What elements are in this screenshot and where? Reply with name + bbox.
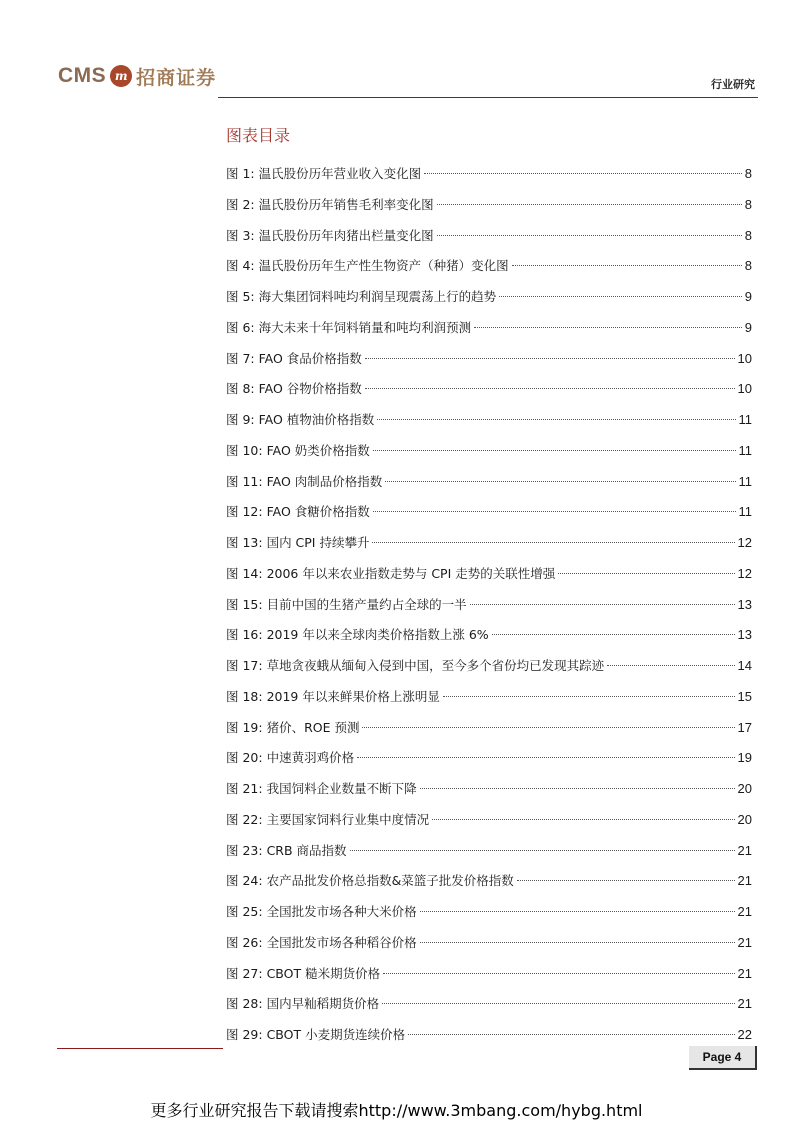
toc-entry[interactable] — [226, 223, 752, 254]
toc-entry-page: 8 — [744, 227, 752, 243]
logo-chinese-text: 招商证券 — [136, 66, 217, 89]
toc-entry[interactable] — [226, 499, 752, 530]
toc-entry-label: 图 26: 全国批发市场各种稻谷价格 — [226, 934, 417, 950]
toc-entry-label: 图 19: 猪价、ROE 预测 — [226, 719, 360, 735]
toc-entry-page: 8 — [744, 166, 752, 181]
toc-entry-page: 17 — [737, 719, 752, 735]
toc-list — [226, 161, 752, 1053]
toc-entry-page: 14 — [737, 658, 752, 673]
toc-entry-label: 图 29: CBOT 小麦期货连续价格 — [226, 1027, 406, 1042]
toc-entry[interactable] — [226, 315, 752, 346]
toc-dot-leader — [499, 296, 742, 297]
toc-entry[interactable] — [226, 376, 752, 407]
toc-dot-leader — [365, 358, 735, 359]
toc-entry-label: 图 5: 海大集团饲料吨均利润呈现震荡上行的趋势 — [226, 289, 497, 304]
toc-entry[interactable] — [226, 161, 752, 192]
toc-dot-leader — [420, 788, 735, 789]
toc-entry-page: 19 — [737, 750, 752, 766]
page-number-badge: Page 4 — [689, 1046, 757, 1070]
toc-dot-leader — [470, 604, 735, 605]
toc-entry[interactable] — [226, 868, 752, 899]
toc-dot-leader — [492, 634, 735, 635]
toc-entry-page: 11 — [738, 442, 752, 458]
toc-entry[interactable] — [226, 192, 752, 223]
toc-entry-label: 图 24: 农产品批发价格总指数&菜篮子批发价格指数 — [226, 873, 514, 889]
toc-entry[interactable] — [226, 684, 752, 715]
header-divider — [218, 97, 758, 98]
report-section-label: 行业研究 — [711, 78, 755, 91]
toc-entry-page: 21 — [737, 873, 752, 889]
company-logo — [58, 60, 216, 92]
toc-dot-leader — [408, 1034, 734, 1035]
toc-entry-page: 21 — [737, 965, 752, 981]
toc-entry-label: 图 2: 温氏股份历年销售毛利率变化图 — [226, 196, 434, 212]
toc-entry-page: 21 — [737, 934, 752, 950]
toc-entry-label: 图 1: 温氏股份历年营业收入变化图 — [226, 166, 422, 181]
toc-entry-label: 图 4: 温氏股份历年生产性生物资产（种猪）变化图 — [226, 258, 509, 274]
footer-divider — [57, 1048, 223, 1049]
toc-entry-page: 21 — [737, 842, 752, 858]
toc-dot-leader — [365, 388, 735, 389]
toc-entry-label: 图 15: 目前中国的生猪产量约占全球的一半 — [226, 596, 467, 612]
toc-entry[interactable] — [226, 930, 752, 961]
toc-entry[interactable] — [226, 776, 752, 807]
toc-entry-page: 11 — [738, 412, 752, 427]
toc-entry-page: 20 — [737, 811, 752, 827]
toc-entry[interactable] — [226, 592, 752, 623]
toc-dot-leader — [437, 204, 742, 205]
toc-entry[interactable] — [226, 530, 752, 561]
toc-dot-leader — [420, 942, 735, 943]
toc-entry[interactable] — [226, 438, 752, 469]
toc-entry-page: 11 — [738, 504, 752, 520]
toc-entry-label: 图 18: 2019 年以来鲜果价格上涨明显 — [226, 688, 440, 704]
toc-dot-leader — [385, 481, 735, 482]
toc-entry-label: 图 7: FAO 食品价格指数 — [226, 350, 362, 366]
toc-entry[interactable] — [226, 253, 752, 284]
toc-entry[interactable] — [226, 1022, 752, 1053]
toc-entry-page: 21 — [737, 996, 752, 1012]
toc-entry-page: 9 — [744, 319, 752, 335]
toc-entry[interactable] — [226, 653, 752, 684]
toc-dot-leader — [373, 450, 736, 451]
logo-mark-icon: m — [110, 65, 132, 87]
toc-dot-leader — [474, 327, 742, 328]
toc-dot-leader — [558, 573, 734, 574]
toc-dot-leader — [424, 173, 742, 174]
toc-entry-label: 图 27: CBOT 糙米期货价格 — [226, 965, 381, 981]
toc-entry-page: 12 — [737, 565, 752, 581]
toc-entry-page: 22 — [737, 1027, 752, 1042]
toc-entry-page: 11 — [738, 473, 752, 489]
toc-entry[interactable] — [226, 961, 752, 992]
toc-entry-page: 13 — [737, 627, 752, 643]
logo-latin-text: CMS — [58, 64, 107, 87]
toc-entry-label: 图 21: 我国饲料企业数量不断下降 — [226, 781, 417, 796]
toc-entry-label: 图 14: 2006 年以来农业指数走势与 CPI 走势的关联性增强 — [226, 565, 556, 581]
toc-entry-label: 图 25: 全国批发市场各种大米价格 — [226, 904, 417, 919]
toc-entry-label: 图 17: 草地贪夜蛾从缅甸入侵到中国，至今多个省份均已发现其踪迹 — [226, 658, 605, 673]
toc-dot-leader — [420, 911, 735, 912]
toc-entry[interactable] — [226, 346, 752, 377]
toc-entry-label: 图 10: FAO 奶类价格指数 — [226, 442, 370, 458]
toc-entry-label: 图 9: FAO 植物油价格指数 — [226, 412, 375, 427]
toc-dot-leader — [357, 757, 734, 758]
toc-entry[interactable] — [226, 407, 752, 438]
toc-entry[interactable] — [226, 715, 752, 746]
toc-entry[interactable] — [226, 469, 752, 500]
toc-entry-page: 10 — [737, 350, 752, 366]
toc-title: 图表目录 — [226, 126, 291, 145]
toc-dot-leader — [607, 665, 734, 666]
toc-entry-label: 图 12: FAO 食糖价格指数 — [226, 504, 370, 520]
toc-entry-page: 13 — [737, 596, 752, 612]
toc-entry[interactable] — [226, 991, 752, 1022]
toc-dot-leader — [517, 880, 735, 881]
toc-entry[interactable] — [226, 284, 752, 315]
toc-entry-page: 9 — [744, 289, 752, 304]
toc-entry-label: 图 13: 国内 CPI 持续攀升 — [226, 535, 370, 550]
toc-entry-label: 图 28: 国内早籼稻期货价格 — [226, 996, 380, 1012]
toc-dot-leader — [362, 727, 734, 728]
toc-dot-leader — [432, 819, 734, 820]
toc-entry-page: 15 — [737, 688, 752, 704]
toc-entry-label: 图 6: 海大未来十年饲料销量和吨均利润预测 — [226, 319, 472, 335]
toc-entry-page: 8 — [744, 258, 752, 274]
toc-dot-leader — [443, 696, 735, 697]
toc-entry-label: 图 23: CRB 商品指数 — [226, 842, 347, 858]
toc-dot-leader — [372, 542, 734, 543]
toc-entry[interactable] — [226, 807, 752, 838]
toc-entry-page: 8 — [744, 196, 752, 212]
download-notice[interactable]: 更多行业研究报告下载请搜索http://www.3mbang.com/hybg.html — [150, 1101, 643, 1120]
toc-entry-page: 10 — [737, 381, 752, 397]
toc-dot-leader — [383, 973, 734, 974]
toc-entry[interactable] — [226, 622, 752, 653]
toc-dot-leader — [512, 265, 742, 266]
toc-entry-label: 图 20: 中速黄羽鸡价格 — [226, 750, 355, 766]
toc-dot-leader — [377, 419, 735, 420]
toc-entry-page: 20 — [737, 781, 752, 796]
toc-entry[interactable] — [226, 899, 752, 930]
toc-entry-label: 图 8: FAO 谷物价格指数 — [226, 381, 362, 397]
toc-entry[interactable] — [226, 838, 752, 869]
toc-dot-leader — [373, 511, 736, 512]
toc-entry-label: 图 16: 2019 年以来全球肉类价格指数上涨 6% — [226, 627, 489, 643]
toc-dot-leader — [437, 235, 742, 236]
toc-entry-label: 图 3: 温氏股份历年肉猪出栏量变化图 — [226, 227, 434, 243]
toc-entry-label: 图 11: FAO 肉制品价格指数 — [226, 473, 383, 489]
toc-entry-label: 图 22: 主要国家饲料行业集中度情况 — [226, 811, 430, 827]
toc-entry-page: 12 — [737, 535, 752, 550]
toc-entry[interactable] — [226, 745, 752, 776]
toc-entry[interactable] — [226, 561, 752, 592]
toc-dot-leader — [350, 850, 735, 851]
toc-entry-page: 21 — [737, 904, 752, 919]
toc-dot-leader — [382, 1003, 734, 1004]
